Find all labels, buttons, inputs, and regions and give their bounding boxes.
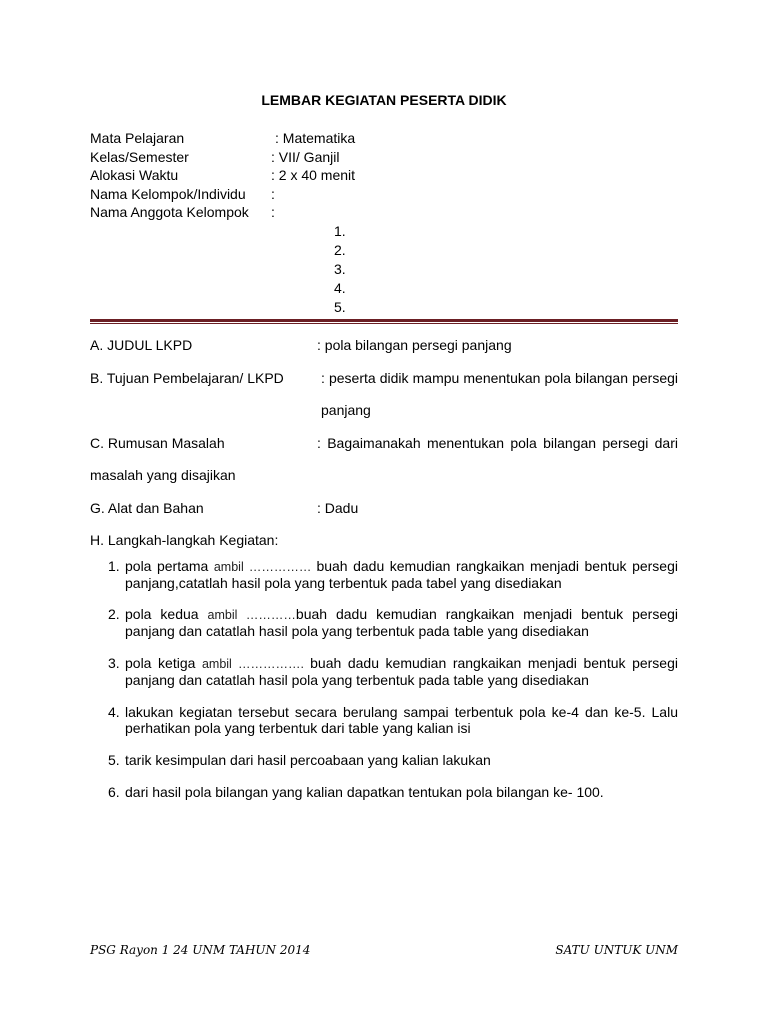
member-number: 4. <box>334 280 346 296</box>
step-number: 2. <box>108 606 120 622</box>
section-b-label: B. Tujuan Pembelajaran/ LKPD <box>90 370 284 386</box>
meta-label: Nama Kelompok/Individu <box>90 186 246 202</box>
step-text: pola ketiga <box>125 655 202 671</box>
step-3 <box>125 655 678 688</box>
meta-label: Kelas/Semester <box>90 149 189 165</box>
step-text-cont: panjang dan catatlah hasil pola yang terbentuk pada table yang disediakan <box>125 672 589 688</box>
meta-label: Mata Pelajaran <box>90 130 185 146</box>
meta-label: Alokasi Waktu <box>90 167 179 183</box>
blank-field: ambil ……………. <box>201 657 311 671</box>
step-6: dari hasil pola bilangan yang kalian dapatkan tentukan pola bilangan ke- 100. <box>125 784 604 800</box>
step-text: pola pertama <box>125 558 214 574</box>
step-2 <box>125 606 678 639</box>
step-text: buah dadu kemudian rangkaikan menjadi bentuk persegi <box>295 606 678 622</box>
step-text-cont: panjang,catatlah hasil pola yang terbentuk pada tabel yang disediakan <box>125 575 562 591</box>
meta-value: : <box>271 186 275 202</box>
section-a-value: : pola bilangan persegi panjang <box>317 337 512 353</box>
step-number: 4. <box>108 704 120 720</box>
step-4 <box>125 704 678 736</box>
step-number: 3. <box>108 655 120 671</box>
meta-value: : 2 x 40 menit <box>271 167 356 183</box>
meta-value: : VII/ Ganjil <box>271 149 340 165</box>
member-number: 2. <box>334 242 346 258</box>
section-g-label: G. Alat dan Bahan <box>90 500 204 516</box>
step-text: buah dadu kemudian rangkaikan menjadi bentuk persegi <box>316 558 678 574</box>
blank-field: ambil ………… <box>207 608 296 622</box>
member-number: 3. <box>334 261 346 277</box>
section-c-label: C. Rumusan Masalah <box>90 435 225 451</box>
section-c-value-cont: masalah yang disajikan <box>90 467 236 483</box>
section-h-label: H. Langkah-langkah Kegiatan: <box>90 532 279 548</box>
meta-label: Nama Anggota Kelompok <box>90 204 249 220</box>
section-b-value: : peserta didik mampu menentukan pola bilangan persegi <box>321 370 678 386</box>
member-number: 1. <box>334 223 346 239</box>
blank-field: ambil …………… <box>213 560 317 574</box>
step-text: lakukan kegiatan tersebut secara berulang sampai terbentuk pola ke-4 dan ke-5. Lalu <box>125 704 678 720</box>
step-text-cont: panjang dan catatlah hasil pola yang terbentuk pada table yang disediakan <box>125 623 589 639</box>
step-number: 1. <box>108 558 120 574</box>
step-text-cont: perhatikan pola yang terbentuk dari table yang kalian isi <box>125 720 471 736</box>
step-number: 5. <box>108 752 120 768</box>
step-text: pola kedua <box>125 606 208 622</box>
step-number: 6. <box>108 784 120 800</box>
document-title: LEMBAR KEGIATAN PESERTA DIDIK <box>261 92 507 108</box>
section-b-value-cont: panjang <box>321 402 371 418</box>
meta-value: : Matematika <box>275 130 356 146</box>
meta-value: : <box>271 204 275 220</box>
section-c-value: : Bagaimanakah menentukan pola bilangan persegi dari <box>317 435 678 451</box>
footer-right: SATU UNTUK UNM <box>555 943 678 957</box>
footer-left: PSG Rayon 1 24 UNM TAHUN 2014 <box>90 943 311 957</box>
step-1 <box>125 558 678 591</box>
header-divider <box>90 319 678 324</box>
step-5: tarik kesimpulan dari hasil percoabaan yang kalian lakukan <box>125 752 491 768</box>
member-number: 5. <box>334 299 346 315</box>
section-g-value: : Dadu <box>317 500 359 516</box>
step-text: buah dadu kemudian rangkaikan menjadi bentuk persegi <box>310 655 678 671</box>
section-a-label: A. JUDUL LKPD <box>90 337 193 353</box>
